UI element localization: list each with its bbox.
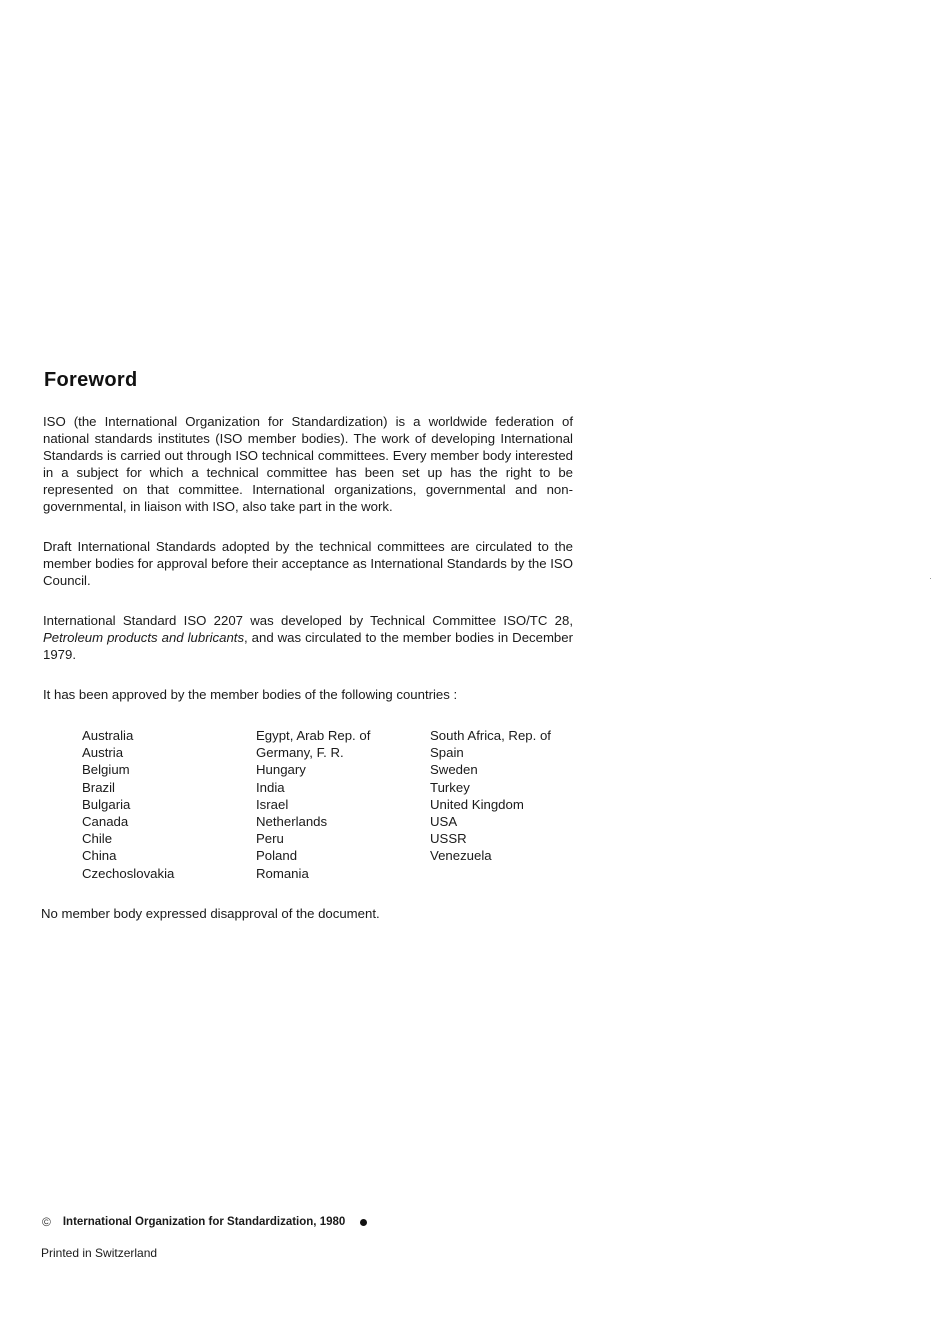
- country-item: United Kingdom: [430, 796, 524, 812]
- country-list: [82, 727, 610, 882]
- page-title: Foreword: [44, 369, 138, 391]
- country-item: Poland: [256, 848, 298, 864]
- country-item: Germany, F. R.: [256, 745, 344, 761]
- country-item: Czechoslovakia: [82, 865, 175, 881]
- country-item: South Africa, Rep. of: [430, 728, 551, 743]
- country-item: Australia: [82, 728, 134, 743]
- country-item: USSR: [430, 831, 467, 847]
- committee-title: Petroleum products and lubricants: [43, 630, 245, 645]
- foreword-paragraph-disapproval: No member body expressed disapproval of the document.: [41, 906, 380, 921]
- country-column-1: [82, 727, 256, 882]
- country-item: Egypt, Arab Rep. of: [256, 728, 371, 743]
- country-item: USA: [430, 814, 458, 830]
- country-item: China: [82, 848, 117, 864]
- country-item: Austria: [82, 745, 124, 761]
- country-column-2: [256, 727, 430, 882]
- country-item: Hungary: [256, 762, 306, 778]
- development-text-end: , and was circulated to the member bodies in December 1979.: [43, 630, 573, 662]
- copyright-line: [42, 1215, 367, 1229]
- country-item: Romania: [256, 865, 309, 881]
- country-column-3: [430, 727, 610, 882]
- country-item: Brazil: [82, 779, 115, 795]
- country-item: Israel: [256, 796, 289, 812]
- country-item: Venezuela: [430, 848, 492, 864]
- country-item: Canada: [82, 814, 129, 830]
- country-item: Chile: [82, 831, 113, 847]
- country-item: Netherlands: [256, 814, 328, 830]
- country-item: Spain: [430, 745, 464, 761]
- country-item: Bulgaria: [82, 796, 131, 812]
- bullet-icon: [360, 1219, 367, 1226]
- development-text-start: International Standard ISO 2207 was developed by Technical Committee ISO/TC 28,: [43, 613, 573, 628]
- country-item: Belgium: [82, 762, 130, 778]
- country-item: Peru: [256, 831, 284, 847]
- foreword-paragraph-iso-intro: ISO (the International Organization for Standardization) is a worldwide federation of national standards institutes (ISO member bodies). The work of developing International Standards is carried out through ISO technical committees. Every member body interested in a subject for which a technical committee has been set up has the right to be represented on that committee. International organizations, governmental and non-governmental, in liaison with ISO, also take part in the work.: [43, 414, 573, 514]
- printed-location: Printed in Switzerland: [41, 1246, 158, 1260]
- country-item: Turkey: [430, 779, 470, 795]
- foreword-paragraph-draft-standards: Draft International Standards adopted by the technical committees are circulated to the member bodies for approval before their acceptance as International Standards by the ISO Council.: [43, 539, 573, 588]
- country-item: Sweden: [430, 762, 478, 778]
- country-item: India: [256, 779, 285, 795]
- foreword-paragraph-development: [43, 612, 573, 663]
- copyright-text: International Organization for Standardization, 1980: [62, 1216, 346, 1228]
- copyright-icon: ©: [42, 1215, 51, 1229]
- margin-mark: [930, 578, 931, 579]
- foreword-paragraph-approval: It has been approved by the member bodies of the following countries :: [43, 687, 458, 702]
